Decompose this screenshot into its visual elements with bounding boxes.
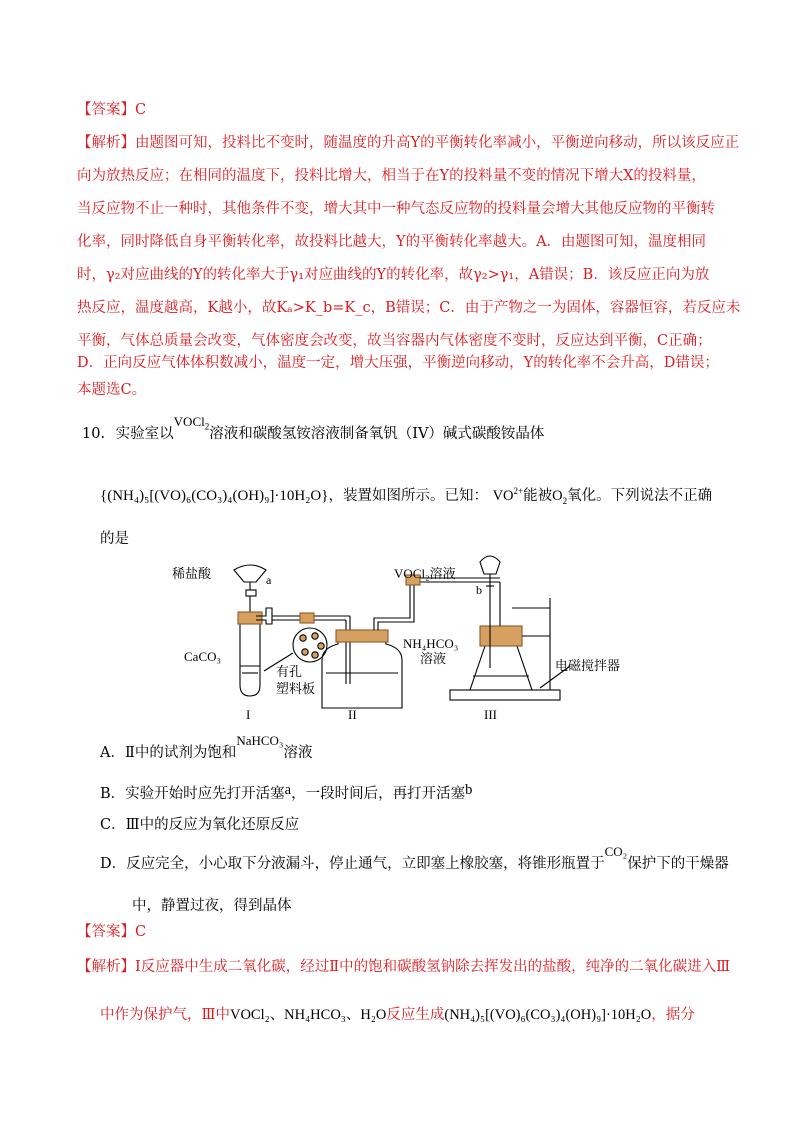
stem-formula: VOCl$_2$ xyxy=(173,414,210,432)
option-a-formula: NaHCO₃ xyxy=(236,733,284,748)
q10-answer xyxy=(77,922,146,942)
stirrer-label: 电磁搅拌器 xyxy=(555,658,621,673)
q9-analysis-line-2: 向为放热反应；在相同的温度下，投料比增大，相当于在Y的投料量不变的情况下增大X的投料量， xyxy=(77,168,706,184)
answer-tag: 【答案】 xyxy=(77,924,135,940)
question-10-stem xyxy=(82,414,545,444)
q9-answer xyxy=(77,100,146,120)
q9-analysis-line-5: 时，γ₂对应曲线的Y的转化率大于γ₁对应曲线的Y的转化率，故γ₂>γ₁，A错误；B．该反应正向为放 xyxy=(77,267,710,283)
valve-b-label: b xyxy=(476,583,482,597)
stem-text-5: 氧化。下列说法不正确 xyxy=(567,488,713,504)
option-a: A．Ⅱ中的试剂为饱和NaHCO₃溶液 xyxy=(100,733,313,761)
oxidant-formula: $O_2$ xyxy=(552,488,568,506)
nh4hco3-label: NH₄HCO₃ xyxy=(403,636,459,651)
question-number: 10. xyxy=(82,426,106,442)
question-10-formula-line xyxy=(100,484,712,506)
analysis-tag: 【解析】 xyxy=(77,135,135,151)
q10-analysis-line-2: 中作为保护气，Ⅲ中VOCl₂、NH₄HCO₃、H₂O反应生成(NH₄)₅[(VO)₆(CO₃)₄(OH)₉]·10H₂O，据分 xyxy=(100,1007,695,1023)
analysis-tag: 【解析】 xyxy=(77,959,135,975)
plate-label-1: 有孔 xyxy=(276,664,303,679)
answer-tag: 【答案】 xyxy=(77,102,135,118)
option-c: C．Ⅲ中的反应为氧化还原反应 xyxy=(100,817,300,833)
q9-analysis-line-6: 热反应，温度越高，K越小，故Kₐ>K_b=K_c，B错误；C．由于产物之一为固体，容器恒容，若反应未 xyxy=(77,300,741,316)
stem-text: 实验室以 xyxy=(115,426,174,442)
q9-analysis-line-7: 平衡，气体总质量会改变，气体密度会改变，故当容器内气体密度不变时，反应达到平衡，C正确； xyxy=(77,333,712,349)
option-d-formula: CO₂ xyxy=(604,844,628,859)
q9-analysis-line-9: 本题选C。 xyxy=(77,382,147,398)
stem-text-3: ，装置如图所示。已知： xyxy=(328,488,488,504)
analysis-reactants: VOCl₂、NH₄HCO₃、H₂O xyxy=(229,1007,387,1023)
option-d-line-2: 中，静置过夜，得到晶体 xyxy=(132,898,292,914)
valve-a-label: a xyxy=(266,573,272,587)
stem-text-2: 溶液和碳酸氢铵溶液制备氧钒（IV）碱式碳酸铵晶体 xyxy=(209,426,545,442)
apparatus-1-label: I xyxy=(246,707,251,722)
apparatus-figure xyxy=(160,548,660,723)
q9-analysis-line-1 xyxy=(77,133,739,153)
q10-analysis-line-1: 【解析】Ⅰ反应器中生成二氧化碳，经过Ⅱ中的饱和碳酸氢钠除去挥发出的盐酸，纯净的二氧化碳进入Ⅲ xyxy=(77,959,731,975)
answer-value: C xyxy=(135,924,147,940)
analysis-text: 由题图可知，投料比不变时，随温度的升高Y的平衡转化率减小，平衡逆向移动，所以该反应正 xyxy=(135,135,740,151)
complex-formula: {(NH₄)₅[(VO)₆(CO₃)₄(OH)₉]·10H₂O} xyxy=(100,488,329,504)
q9-analysis-line-8: D．正向反应气体体积数减小，温度一定，增大压强，平衡逆向移动，Y的转化率不会升高，D错误； xyxy=(77,355,719,371)
plate-label-2: 塑料板 xyxy=(276,681,316,696)
ion-formula: $VO^{2+}$ xyxy=(492,486,524,504)
stem-text-6: 的是 xyxy=(100,531,129,547)
vocl2-label: VOCl₂溶液 xyxy=(394,566,456,581)
answer-value: C xyxy=(135,102,147,118)
analysis-product: (NH₄)₅[(VO)₆(CO₃)₄(OH)₉]·10H₂O xyxy=(444,1007,652,1023)
stem-text-4: 能被 xyxy=(523,488,553,504)
solution-label: 溶液 xyxy=(420,651,447,666)
hcl-label: 稀盐酸 xyxy=(172,566,212,581)
caco3-label: CaCO₃ xyxy=(184,649,222,664)
option-d: D．反应完全，小心取下分液漏斗，停止通气，立即塞上橡胶塞，将锥形瓶置于CO₂保护下的干燥器 xyxy=(100,844,729,872)
q9-analysis-line-3: 当反应物不止一种时，其他条件不变，增大其中一种气态反应物的投料量会增大其他反应物的平衡转 xyxy=(77,201,715,217)
option-b: B．实验开始时应先打开活塞a，一段时间后，再打开活塞b xyxy=(100,782,473,802)
q9-analysis-line-4: 化率，同时降低自身平衡转化率，故投料比越大，Y的平衡转化率越大。A．由题图可知，温度相同 xyxy=(77,234,707,250)
apparatus-3-label: III xyxy=(484,707,497,722)
apparatus-2-label: II xyxy=(348,707,357,722)
